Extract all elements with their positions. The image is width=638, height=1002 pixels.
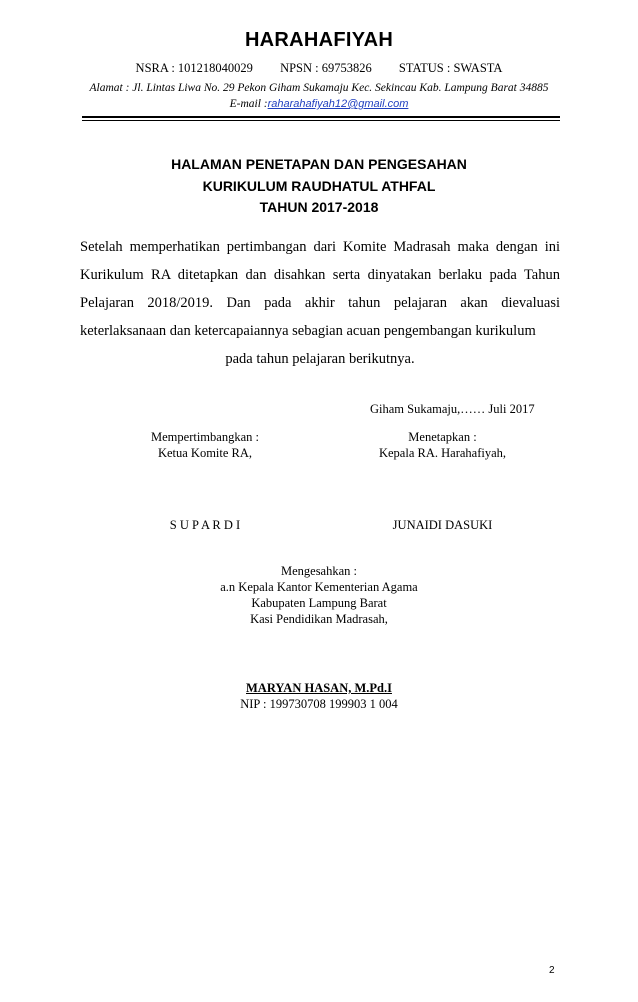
email-link[interactable]: raharahafiyah12@gmail.com [267,98,409,110]
approval-line-2: Kabupaten Lampung Barat [251,596,387,610]
email-line [0,98,638,110]
title-line-1: HALAMAN PENETAPAN DAN PENGESAHAN [171,156,467,172]
right-signer-name: JUNAIDI DASUKI [392,518,493,532]
body-paragraph [80,233,560,373]
header-divider-thick [82,116,560,118]
title-line-2: KURIKULUM RAUDHATUL ATHFAL [202,178,436,194]
place-date: Giham Sukamaju,…… Juli 2017 [370,402,535,416]
school-address: Alamat : Jl. Lintas Liwa No. 29 Pekon Giham Sukamaju Kec. Sekincau Kab. Lampung Barat 34885 [89,82,549,94]
school-identifiers [0,61,638,76]
nsra-number: NSRA : 101218040029 [135,61,253,75]
right-signer-title: Kepala RA. Harahafiyah, [378,446,507,460]
school-status: STATUS : SWASTA [398,61,503,75]
npsn-number: NPSN : 69753826 [280,61,372,75]
approval-line-3: Kasi Pendidikan Madrasah, [250,612,388,626]
official-nip: NIP : 199730708 199903 1 004 [240,697,398,711]
official-name-text: MARYAN HASAN, M.Pd.I [246,681,392,695]
right-signer-role: Menetapkan : [408,430,477,444]
left-signer-role: Mempertimbangkan : [151,430,259,444]
email-label: E-mail : [229,98,268,110]
approval-line-1: a.n Kepala Kantor Kementerian Agama [220,580,418,594]
official-name [0,681,638,696]
header-divider-thin [82,120,560,121]
page-number: 2 [549,965,555,976]
paragraph-main: Setelah memperhatikan pertimbangan dari Komite Madrasah maka dengan ini Kurikulum RA ditetapkan dan disahkan serta dinyatakan berlaku pada Tahun Pelajaran 2018/2019. Dan pada akhir tahun pelajaran akan dievaluasi keterlaksanaan dan ketercapaiannya sebagian acuan pengembangan kurikulum [80,239,560,339]
paragraph-last-line: pada tahun pelajaran berikutnya. [225,351,415,367]
left-signer-title: Ketua Komite RA, [157,446,253,460]
approval-label: Mengesahkan : [280,564,358,578]
school-name: HARAHAFIYAH [244,29,394,51]
title-line-3: TAHUN 2017-2018 [259,199,379,215]
left-signer-name: S U P A R D I [169,518,241,532]
